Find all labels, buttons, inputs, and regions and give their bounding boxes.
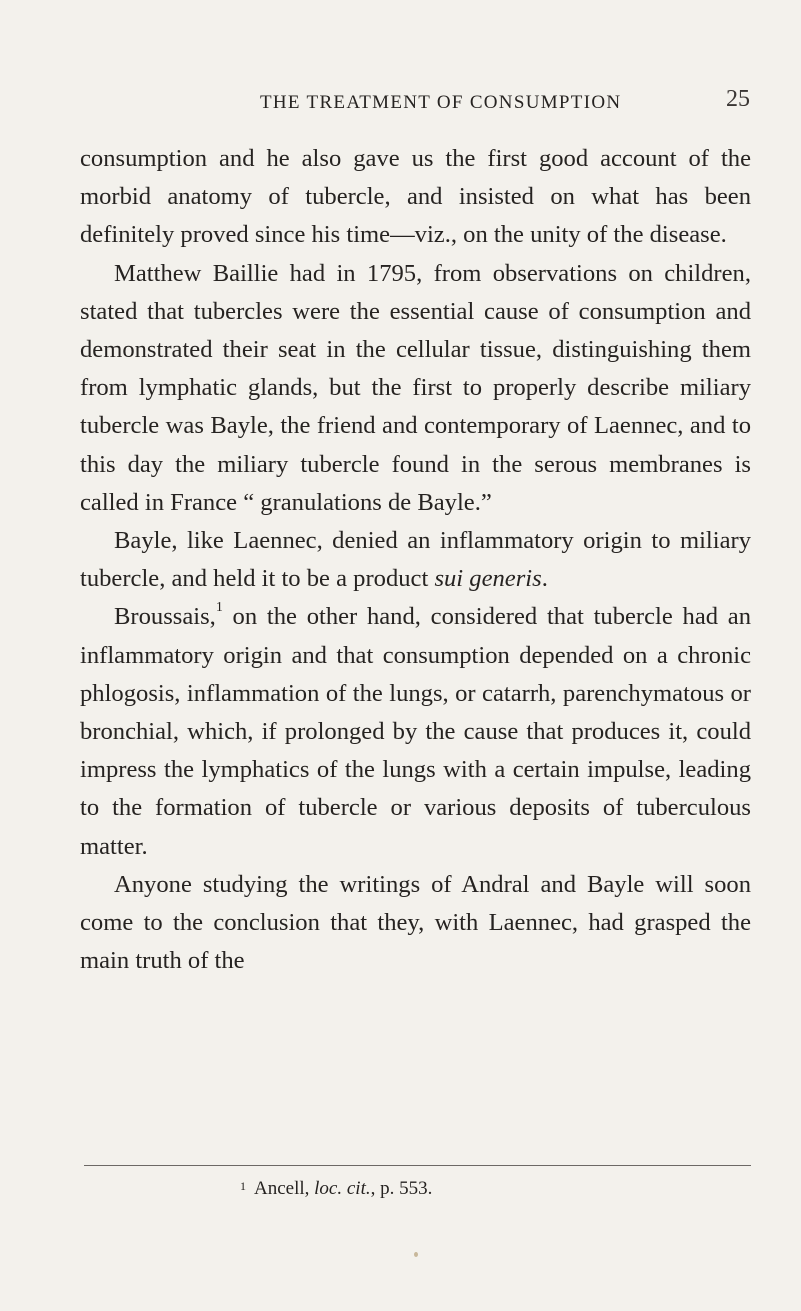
footnote-marker: 1 bbox=[240, 1179, 246, 1193]
paragraph-broussais-text: on the other hand, considered that tubercle had an inflammatory origin and that consumption depended on a chronic phlogosis, inflammation of the lungs, or catarrh, parenchymatous or bronchial, which, if prolonged by the cause that produces it, could impress the lymphatics of the lungs with a certain impulse, leading to the formation of tubercle or various deposits of tuberculous matter. bbox=[80, 603, 751, 860]
running-title: THE TREATMENT OF CONSUMPTION bbox=[260, 92, 622, 113]
footnote-page: , p. 553. bbox=[370, 1178, 433, 1199]
paragraph-bayle bbox=[80, 522, 751, 598]
paragraph-bayle-end: . bbox=[541, 565, 548, 593]
paragraph-baillie: Matthew Baillie had in 1795, from observations on children, stated that tubercles were the essential cause of consumption and demonstrated their seat in the cellular tissue, distinguishing them from lymphatic glands, but the first to properly describe miliary tubercle was Bayle, the friend and contemporary of Laennec, and to this day the miliary tubercle found in the serous membranes is called in France “ granulations de Bayle.” bbox=[80, 259, 751, 516]
paper-speck bbox=[414, 1252, 418, 1257]
footnote-rule bbox=[84, 1165, 751, 1166]
page-number: 25 bbox=[726, 86, 750, 112]
paragraph-broussais-name: Broussais, bbox=[114, 603, 216, 631]
latin-phrase: sui generis bbox=[434, 565, 542, 593]
paragraph-continuation: consumption and he also gave us the first good account of the morbid anatomy of tubercle, and insisted on what has been definitely proved since his time—viz., on the unity of the disease. bbox=[80, 145, 751, 249]
running-head bbox=[80, 86, 750, 126]
footnote-citation: loc. cit. bbox=[314, 1178, 371, 1199]
paragraph-andral: Anyone studying the writings of Andral and Bayle will soon come to the conclusion that they, with Laennec, had grasped the main truth of the bbox=[80, 870, 751, 975]
footnote bbox=[240, 1178, 432, 1200]
body-text bbox=[80, 140, 751, 980]
footnote-author: Ancell, bbox=[254, 1178, 315, 1199]
paragraph-bayle-text: Bayle, like Laennec, denied an inflammatory origin to miliary tubercle, and held it to be a product bbox=[80, 527, 751, 593]
paragraph-broussais bbox=[80, 598, 751, 865]
footnote-reference: 1 bbox=[215, 600, 223, 616]
